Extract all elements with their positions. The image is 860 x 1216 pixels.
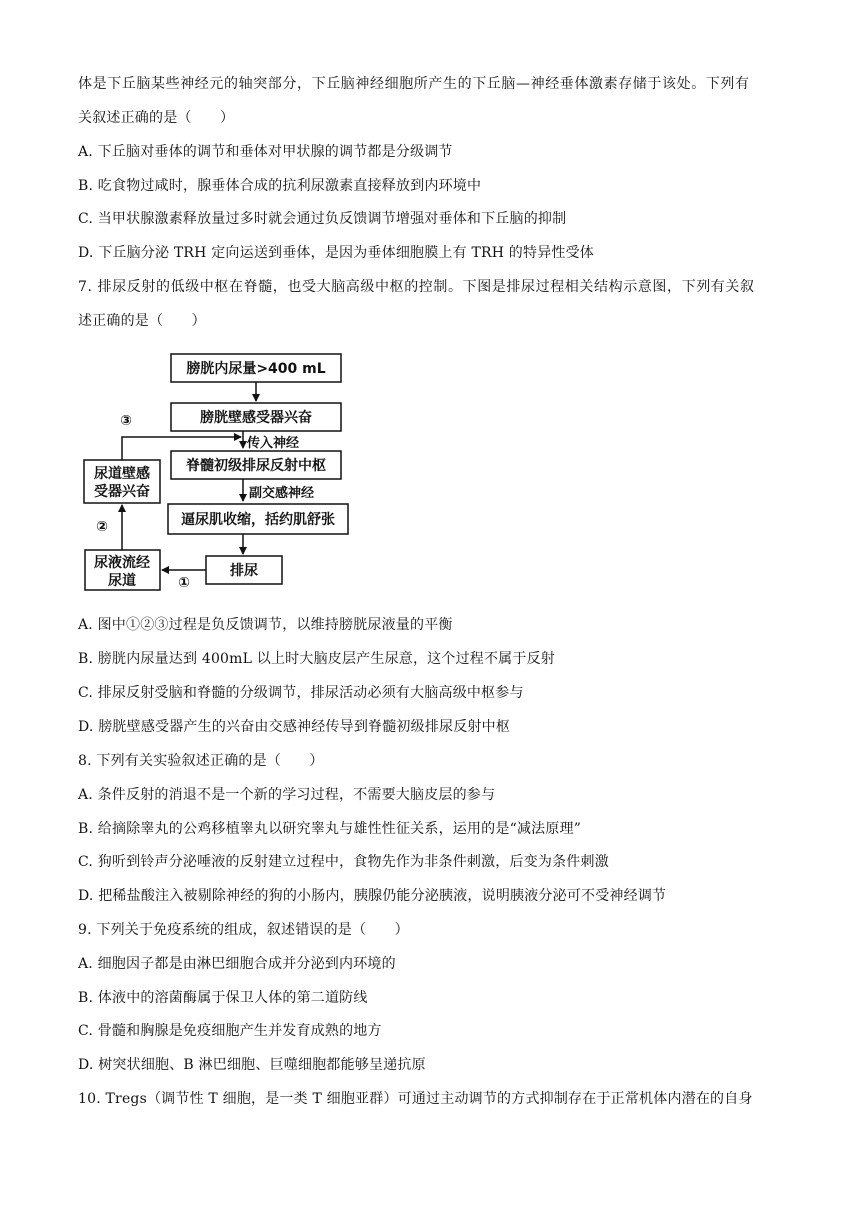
q9-option-b: B. 体液中的溶菌酶属于保卫人体的第二道防线 xyxy=(78,990,368,1006)
box-urethra-receptor-label: 尿道壁感 xyxy=(94,466,150,482)
question-7-stem: 7. 排尿反射的低级中枢在脊髓，也受大脑高级中枢的控制。下图是排尿过程相关结构示意图，下列有关叙 xyxy=(78,279,755,295)
question-9-stem: 9. 下列关于免疫系统的组成，叙述错误的是（ ） xyxy=(78,922,409,938)
question-10-stem: 10. Tregs（调节性 T 细胞，是一类 T 细胞亚群）可通过主动调节的方式抑制存在于正常机体内潜在的自身 xyxy=(78,1091,753,1107)
q7-option-c: C. 排尿反射受脑和脊髓的分级调节，排尿活动必须有大脑高级中枢参与 xyxy=(78,685,524,701)
q9-option-d: D. 树突状细胞、B 淋巴细胞、巨噬细胞都能够呈递抗原 xyxy=(78,1057,426,1073)
text-line: 体是下丘脑某些神经元的轴突部分，下丘脑神经细胞所产生的下丘脑—神经垂体激素存储于该处。下列有 xyxy=(78,76,750,92)
q8-option-a: A. 条件反射的消退不是一个新的学习过程，不需要大脑皮层的参与 xyxy=(78,787,496,803)
question-7-stem-cont: 述正确的是（ ） xyxy=(78,313,206,329)
q8-option-c: C. 狗听到铃声分泌唾液的反射建立过程中，食物先作为非条件刺激，后变为条件刺激 xyxy=(78,854,609,870)
box-bladder-volume-label: 膀胱内尿量>400 mL xyxy=(186,361,326,377)
box-bladder-receptor-label: 膀胱壁感受器兴奋 xyxy=(200,410,312,426)
label-step-1: ① xyxy=(178,575,190,591)
box-spinal-center-label: 脊髓初级排尿反射中枢 xyxy=(186,458,326,474)
option-a: A. 下丘脑对垂体的调节和垂体对甲状腺的调节都是分级调节 xyxy=(78,144,453,160)
text-line: 关叙述正确的是（ ） xyxy=(78,110,235,126)
option-d: D. 下丘脑分泌 TRH 定向运送到垂体，是因为垂体细胞膜上有 TRH 的特异性受体 xyxy=(78,245,595,261)
label-afferent-nerve: 传入神经 xyxy=(247,436,300,451)
box-urine-flow-label: 尿液流经 xyxy=(94,555,150,571)
option-b: B. 吃食物过咸时，腺垂体合成的抗利尿激素直接释放到内环境中 xyxy=(78,178,482,194)
q9-option-c: C. 骨髓和胸腺是免疫细胞产生并发育成熟的地方 xyxy=(78,1023,382,1039)
label-step-3: ③ xyxy=(120,413,132,429)
box-urethra-receptor-label-2: 受器兴奋 xyxy=(94,484,150,500)
q7-option-a: A. 图中①②③过程是负反馈调节，以维持膀胱尿液量的平衡 xyxy=(78,617,453,633)
label-step-2: ② xyxy=(96,519,108,535)
q7-option-d: D. 膀胱壁感受器产生的兴奋由交感神经传导到脊髓初级排尿反射中枢 xyxy=(78,719,511,735)
q7-option-b: B. 膀胱内尿量达到 400mL 以上时大脑皮层产生尿意，这个过程不属于反射 xyxy=(78,651,555,667)
box-urination-label: 排尿 xyxy=(230,563,258,579)
urination-reflex-diagram xyxy=(76,346,366,596)
question-8-stem: 8. 下列有关实验叙述正确的是（ ） xyxy=(78,753,324,769)
q8-option-d: D. 把稀盐酸注入被剔除神经的狗的小肠内，胰腺仍能分泌胰液，说明胰液分泌可不受神经调节 xyxy=(78,888,667,904)
q9-option-a: A. 细胞因子都是由淋巴细胞合成并分泌到内环境的 xyxy=(78,956,396,972)
box-urine-flow-label-2: 尿道 xyxy=(108,573,136,589)
label-parasympathetic-nerve: 副交感神经 xyxy=(249,486,315,501)
option-c: C. 当甲状腺激素释放量过多时就会通过负反馈调节增强对垂体和下丘脑的抑制 xyxy=(78,211,567,227)
q8-option-b: B. 给摘除睾丸的公鸡移植睾丸以研究睾丸与雄性性征关系，运用的是“减法原理” xyxy=(78,821,582,837)
box-muscle-response-label: 逼尿肌收缩，括约肌舒张 xyxy=(181,512,335,528)
